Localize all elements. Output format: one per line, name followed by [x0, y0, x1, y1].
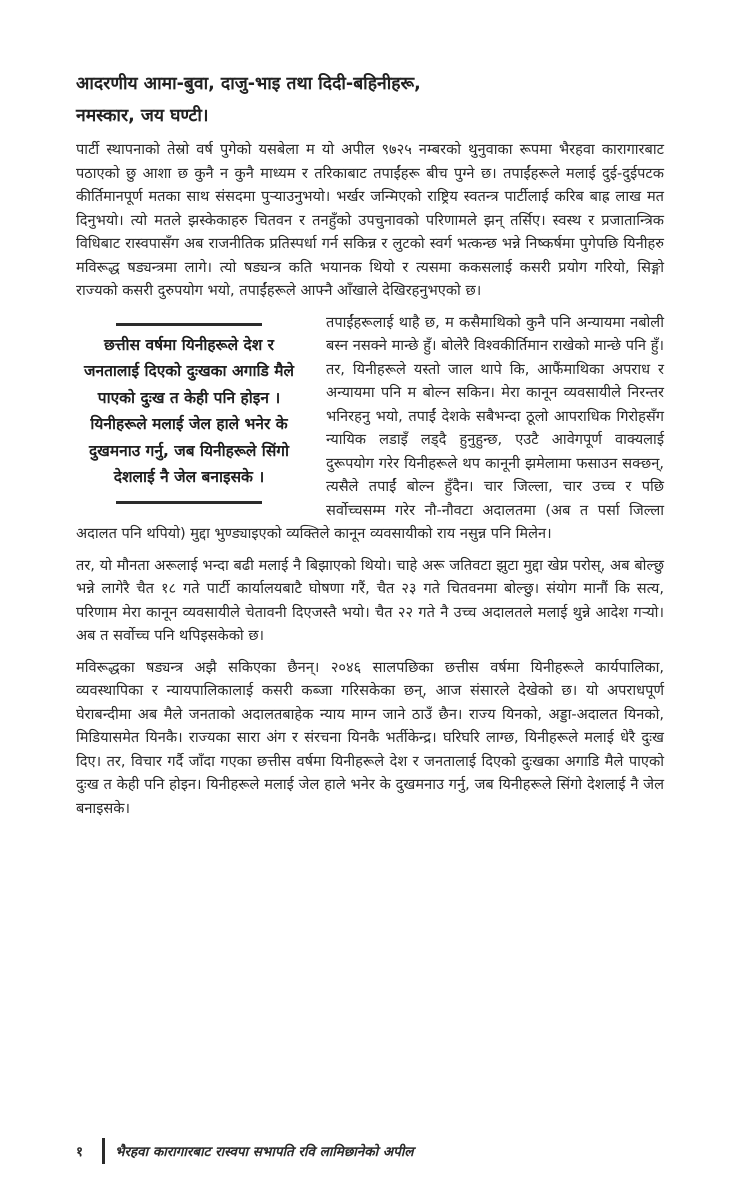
paragraph-1: पार्टी स्थापनाको तेस्रो वर्ष पुगेको यसबेला म यो अपील ९७२५ नम्बरको थुनुवाका रूपमा भैरहवा कारागारबाट पठाएको छु आशा छ कुनै न कुनै माध्यम र तरिकाबाट तपाईंहरू बीच पुग्ने छ। तपाईंहरूले मलाई दुई-दुईपटक कीर्तिमानपूर्ण मतका साथ संसदमा पुऱ्याउनुभयो। भर्खर जन्मिएको राष्ट्रिय स्वतन्त्र पार्टीलाई करिब बाह्र लाख मत दिनुभयो। त्यो मतले झस्केकाहरु चितवन र तनहुँको उपचुनावको परिणामले झन् तर्सिए। स्वस्थ र प्रजातान्त्रिक विधिबाट रास्वपासँग अब राजनीतिक प्रतिस्पर्धा गर्न सकिन्न र लुटको स्वर्ग भत्कन्छ भन्ने निष्कर्षमा पुगेपछि यिनीहरु मविरूद्ध षड्यन्त्रमा लागे। त्यो षड्यन्त्र कति भयानक थियो र त्यसमा ककसलाई कसरी प्रयोग गरियो, सिङ्गो राज्यको कसरी दुरुपयोग भयो, तपाईंहरूले आफ्नै आँखाले देखिरहनुभएको छ।: [76, 141, 664, 299]
footer-divider: [102, 1138, 105, 1164]
pull-quote-top-rule: [116, 323, 262, 326]
page-footer: [76, 1138, 414, 1164]
pull-quote-text: छत्तीस वर्षमा यिनीहरूले देश र जनतालाई दिएको दुःखका अगाडि मैले पाएको दुःख त केही पनि होइन । यिनीहरूले मलाई जेल हाले भनेर के दुखमनाउ गर्नु, जब यिनीहरूले सिंगो देशलाई नै जेल बनाइसके ।: [83, 335, 295, 486]
paragraph-3: तर, यो मौनता अरूलाई भन्दा बढी मलाई नै बिझाएको थियो। चाहे अरू जतिवटा झुटा मुद्दा खेप्न परोस्, अब बोल्छु भन्ने लागेरै चैत १८ गते पार्टी कार्यालयबाटै घोषणा गरैं, चैत २३ गते चितवनमा बोल्छु। संयोग मानौं कि सत्य, परिणाम मेरा कानून व्यवसायीले चेतावनी दिएजस्तै भयो। चैत २२ गते नै उच्च अदालतले मलाई थुन्ने आदेश गऱ्यो। अब त सर्वोच्च पनि थपिइसकेको छ।: [76, 556, 664, 644]
salutation: आदरणीय आमा-बुवा, दाजु-भाइ तथा दिदी-बहिनीहरू,: [76, 74, 421, 94]
paragraph-2: तपाईंहरूलाई थाहै छ, म कसैमाथिको कुनै पनि अन्यायमा नबोली बस्न नसक्ने मान्छे हुँ। बोलेरै विश्वकीर्तिमान राखेको मान्छे पनि हुँ। तर, यिनीहरूले यस्तो जाल थापे कि, आफैंमाथिका अपराध र अन्यायमा पनि म बोल्न सकिन। मेरा कानून व्यवसायीले निरन्तर भनिरहनु भयो, तपाईं देशके सबैभन्दा ठूलो आपराधिक गिरोहसँग न्यायिक लडाइँ लड्दै हुनुहुन्छ, एउटै आवेगपूर्ण वाक्यलाई दुरूपयोग गरेर यिनीहरूले थप कानूनी झमेलामा फसाउन सक्छन्, त्यसैले तपाईं बोल्न हुँदैन। चार जिल्ला, चार उच्च र पछि सर्वोच्चसम्म गरेर नौ-नौवटा अदालतमा (अब त पर्सा जिल्ला अदालत पनि थपियो) मुद्दा भुण्ड्याइएको व्यक्तिले कानून व्यवसायीको राय नसुन्न पनि मिलेन।: [76, 313, 664, 542]
pull-quote-bottom-rule: [116, 501, 262, 504]
running-title: भैरहवा कारागारबाट रास्वपा सभापति रवि लामिछानेको अपील: [115, 1144, 414, 1160]
page-number: १: [76, 1144, 84, 1160]
paragraph-4: मविरूद्धका षड्यन्त्र अझै सकिएका छैनन्। २०४६ सालपछिका छत्तीस वर्षमा यिनीहरूले कार्यपालिका, व्यवस्थापिका र न्यायपालिकालाई कसरी कब्जा गरिसकेका छन्, आज संसारले देखेको छ। यो अपराधपूर्ण घेराबन्दीमा अब मैले जनताको अदालतबाहेक न्याय माग्न जाने ठाउँ छैन। राज्य यिनको, अड्डा-अदालत यिनको, मिडियासमेत यिनकै। राज्यका सारा अंग र संरचना यिनकै भर्तीकेन्द्र। घरिघरि लाग्छ, यिनीहरूले मलाई धेरै दुःख दिए। तर, विचार गर्दै जाँदा गएका छत्तीस वर्षमा यिनीहरूले देश र जनतालाई दिएको दुःखका अगाडि मैले पाएको दुःख त केही पनि होइन। यिनीहरूले मलाई जेल हाले भनेर के दुखमनाउ गर्नु, जब यिनीहरूले सिंगो देशलाई नै जेल बनाइसके।: [76, 658, 664, 817]
letter-page: [76, 68, 664, 828]
greeting: नमस्कार, जय घण्टी।: [76, 106, 209, 126]
pull-quote: [76, 323, 302, 504]
